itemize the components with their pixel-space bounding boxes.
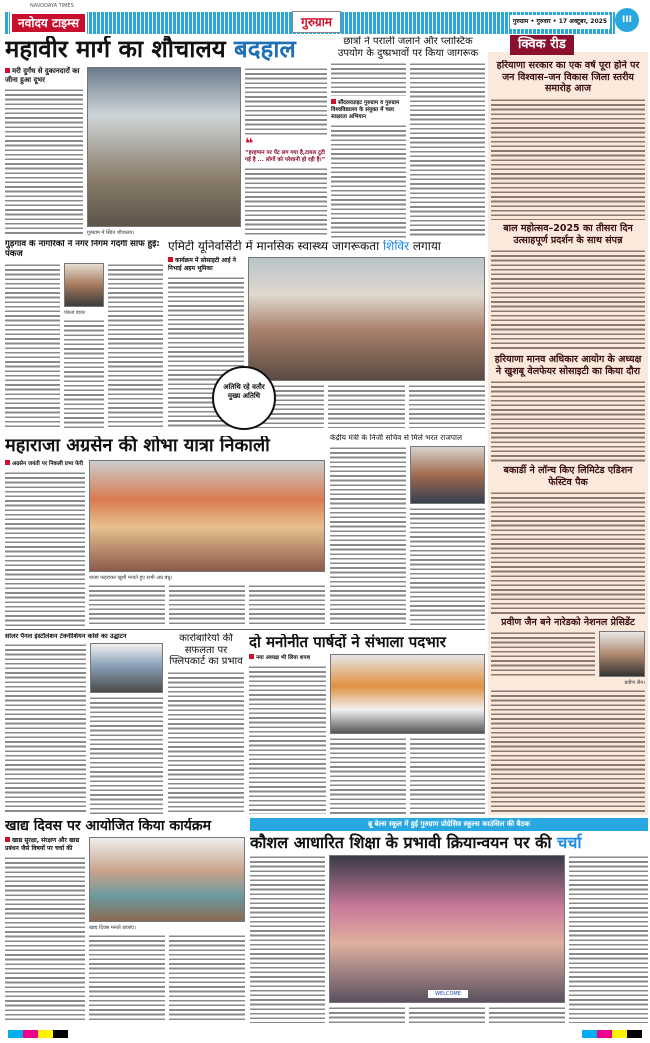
councillors-subhead: नया अध्यक्ष भी लिया शपथ [249, 654, 326, 662]
pankaj-text-2 [64, 319, 104, 428]
food-caption: खाद्य दिवस मनाते छात्राएं। [89, 925, 136, 932]
lead-headline [5, 36, 327, 64]
minister-text [330, 446, 406, 626]
skills-text [250, 855, 325, 1023]
councillors-photo [330, 654, 485, 734]
quick-read-column [491, 60, 645, 812]
students-headline: छात्रों ने पराली जलाने और प्लास्टिक उपयोग के दुष्प्रभावों पर किया जागरूक [337, 36, 479, 59]
food-story [5, 818, 245, 1023]
lead-text-2 [245, 67, 327, 136]
students-story [331, 36, 485, 238]
lead-text [5, 88, 83, 236]
skills-headline: कौशल आधारित शिक्षा के प्रभावी क्रियान्वयन पर की चर्चा [250, 833, 582, 852]
quick-read-text-4 [491, 491, 645, 614]
students-text-2 [331, 124, 406, 238]
amity-text-3 [328, 384, 404, 428]
councillors-headline: दो मनोनीत पार्षदों ने संभाला पदभार [249, 634, 446, 651]
pankaj-text-3 [108, 263, 163, 428]
pankaj-photo [64, 263, 104, 307]
solar-photo [90, 643, 163, 693]
minister-story [330, 434, 485, 626]
solar-story [5, 633, 163, 814]
lead-quote: ❝ “हरहप्पन पर पेंट लग गया है,टायल टूटी गई है ... लोगों को परेशानी हो रही है।” [245, 136, 326, 164]
registration-marks [8, 1030, 68, 1038]
skills-photo [329, 855, 565, 1003]
quick-read-headline-4: बकार्डी ने लॉन्च किए लिमिटेड एडिशन फेस्टिव पैक [503, 465, 633, 488]
logo-small: NAVODAYA TIMES [30, 3, 74, 9]
pankaj-headline: गुड़गांव के नागरिकों ने नगर निगम गंदगी साफ हुई: पंकज [5, 240, 160, 259]
logo: नवोदय टाइम्स [10, 12, 87, 34]
quote-icon: ❝ [245, 136, 254, 153]
food-photo [89, 837, 245, 922]
food-text-3 [169, 934, 245, 1023]
pankaj-story [5, 240, 163, 428]
councillors-text [249, 665, 326, 814]
agrasen-headline: महाराजा अग्रसेन की शोभा यात्रा निकाली [5, 436, 270, 456]
skills-photo-banner: WELCOME [428, 990, 468, 998]
quick-read-text-6 [491, 689, 645, 812]
amity-photo [248, 257, 485, 381]
lead-subhead: मरी दुर्गंध से दुकानदारों का जीना हुआ दूभर [5, 67, 83, 85]
skills-text-4 [409, 1006, 485, 1023]
lead-story [5, 36, 327, 236]
praveen-caption: प्रवीण जैन। [624, 680, 645, 687]
lead-text-3 [245, 167, 327, 236]
amity-subhead: कार्यक्रम में सोसाइटी आई ने निभाई अहम भूमिका [168, 257, 244, 273]
amity-guest-badge: अतिथि रहे वतौर मुख्य अतिथि [212, 366, 276, 430]
flipkart-story [168, 633, 244, 814]
lead-caption: गुरुग्राम में स्थित शौचालय। [87, 230, 135, 236]
flipkart-text [168, 671, 244, 815]
students-text-3 [410, 62, 485, 238]
quick-read-headline-5: प्रवीण जैन बने नारेडको नेशनल प्रेसिडेंट [501, 616, 635, 628]
councillors-text-3 [410, 737, 486, 814]
agrasen-caption: ध्वजा फहराकर खुशी मनाते हुए सभी अग्र बंधु। [89, 575, 173, 581]
students-text [331, 62, 406, 96]
skills-story [250, 818, 648, 1023]
students-subhead: सौंदलरप्राइट गुरुग्राम व गुरुग्राम विश्वविद्यालय के संयुक्त में चला साक्षरता अभियान [331, 99, 406, 121]
skills-text-5 [489, 1006, 565, 1023]
agrasen-text-2 [89, 584, 165, 626]
amity-headline: एमिटी यूनिवर्सिटी में मानसिक स्वास्थ्य जागरूकता शिविर लगाया [168, 240, 441, 253]
agrasen-story [5, 436, 325, 626]
quick-read-headline-3: हरियाणा मानव अधिकार आयोग के अध्यक्ष ने खुशबू वेलफेयर सोसाइटी का किया दौरा [494, 354, 642, 377]
flipkart-headline: कारोबारियों की सफलता पर फ्लिपकार्ट का प्रभाव [169, 633, 243, 667]
food-text [5, 856, 85, 1023]
food-subhead: खाद्य सुरक्षा, संरक्षण और खाद्य प्रबंधन जैसे विषयों पर चर्चा की [5, 837, 85, 853]
registration-marks-right [582, 1030, 642, 1038]
quick-read-headline-2: बाल महोत्सव–2025 का तीसरा दिन उत्साहपूर्ण प्रदर्शन के साथ संपन्न [503, 223, 633, 246]
councillors-story [249, 634, 485, 814]
quick-read-text-5 [491, 631, 595, 677]
agrasen-text [5, 471, 85, 626]
agrasen-text-4 [249, 584, 325, 626]
page-number: III [615, 8, 639, 32]
minister-headline: केंद्रीय मंत्री के निजी सचिव से मिले भरत राजपाल [330, 434, 463, 442]
agrasen-subhead: अग्रसेन जयंती पर निकली प्रभा फेरी [5, 460, 85, 468]
skills-banner: ब्रू बेल्स स्कूल में हुई गुरुग्राम प्रोग्रेसिव स्कूल्स काउंसिल की बैठक [250, 818, 648, 831]
quick-read-text-2 [491, 249, 645, 351]
minister-photo [410, 446, 486, 504]
pankaj-text [5, 263, 60, 428]
section-label: गुरुग्राम [292, 11, 341, 33]
quick-read-headline-1: हरियाणा सरकार का एक वर्ष पूरा होने पर जन विश्वास–जन विकास जिला स्तरीय समारोह आज [496, 60, 640, 94]
food-headline: खाद्य दिवस पर आयोजित किया कार्यक्रम [5, 818, 212, 834]
lead-photo [87, 67, 241, 227]
solar-text [5, 643, 86, 814]
quick-read-title: क्विक रीड [510, 35, 574, 55]
pankaj-caption: पंकज डावर [64, 309, 85, 316]
amity-text-4 [409, 384, 485, 428]
agrasen-text-3 [169, 584, 245, 626]
dateline: गुरुग्राम • गुरुवार • 17 अक्टूबर, 2025 [510, 15, 610, 29]
councillors-text-2 [330, 737, 406, 814]
lead-headline-accent: बदहाल [234, 36, 296, 63]
skills-text-2 [569, 855, 648, 1023]
divider [5, 629, 485, 630]
solar-text-2 [90, 696, 163, 814]
praveen-photo [599, 631, 645, 677]
agrasen-photo [89, 460, 325, 572]
quick-read-text-3 [491, 380, 645, 462]
solar-headline: सोलर पैनल इंस्टॉलेशन टेक्नीशियन कोर्स का उद्घाटन [5, 633, 127, 640]
food-text-2 [89, 934, 165, 1023]
minister-text-2 [410, 507, 486, 626]
skills-text-3 [329, 1006, 405, 1023]
lead-headline-main: महावीर मार्ग का शौचालय [5, 36, 226, 63]
quick-read-text-1 [491, 98, 645, 221]
